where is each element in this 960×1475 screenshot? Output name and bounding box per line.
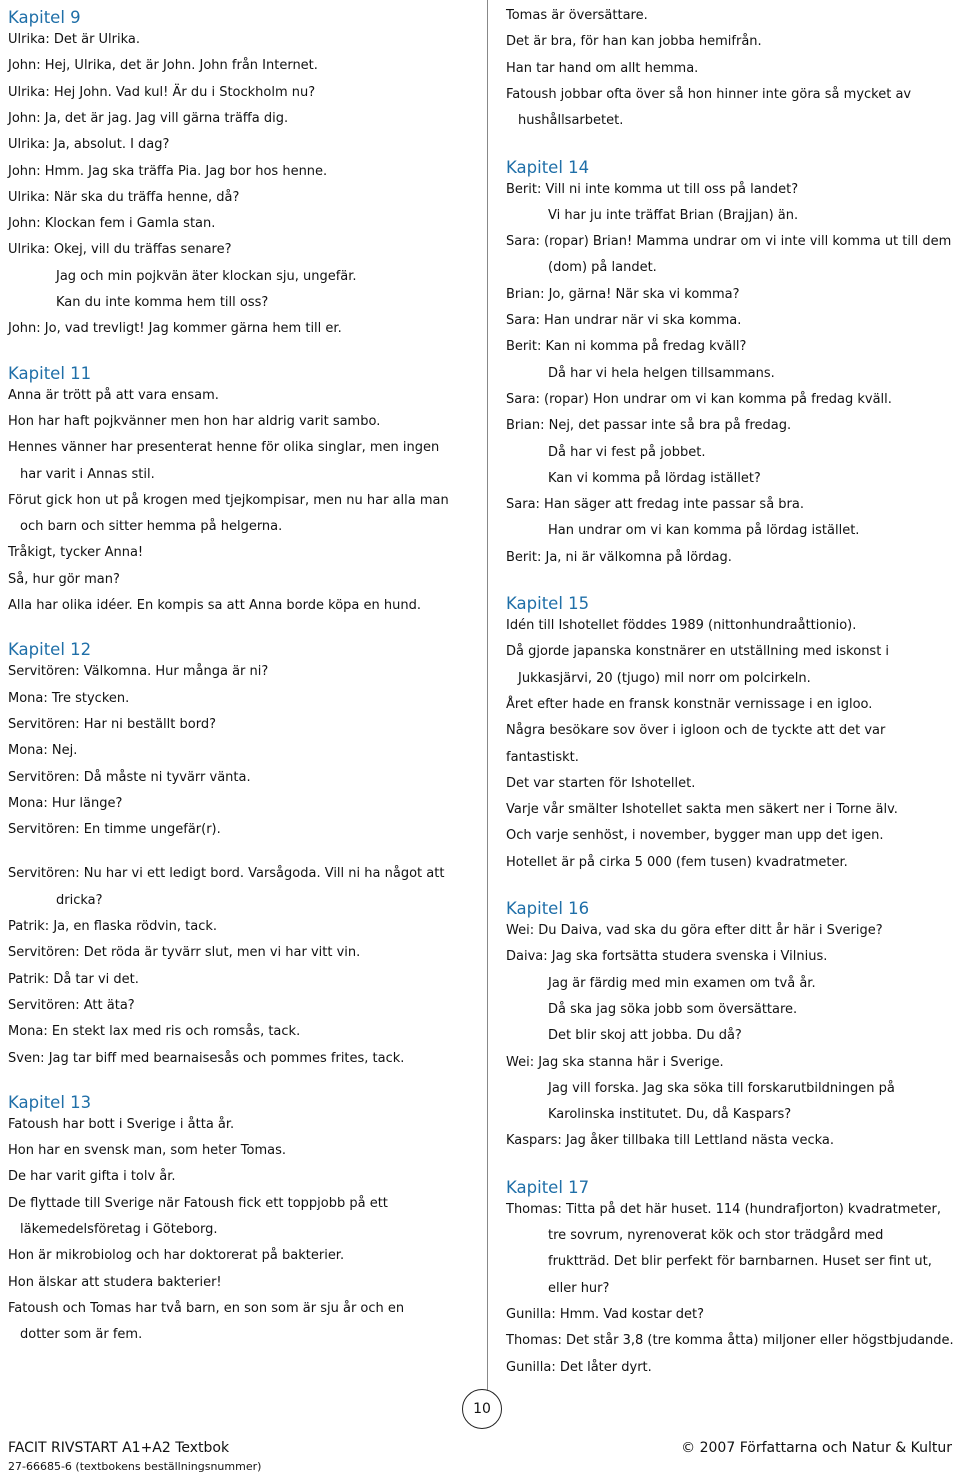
text-line: Patrik: Ja, en flaska rödvin, tack. xyxy=(8,919,218,934)
text-line: Han tar hand om allt hemma. xyxy=(506,60,699,76)
text-line: Berit: Vill ni inte komma ut till oss på landet? xyxy=(506,181,799,197)
text-line: Jag vill forska. Jag ska söka till forskarutbildningen på xyxy=(548,1080,895,1096)
text-line: Thomas: Det står 3,8 (tre komma åtta) miljoner eller högstbjudande. xyxy=(506,1333,954,1349)
text-line: John: Klockan fem i Gamla stan. xyxy=(8,216,216,232)
text-line: John: Hmm. Jag ska träffa Pia. Jag bor hos henne. xyxy=(8,163,328,179)
column-divider xyxy=(487,0,488,1392)
text-line: Tråkigt, tycker Anna! xyxy=(8,545,144,561)
text-line: John: Ja, det är jag. Jag vill gärna träffa dig. xyxy=(8,110,289,126)
text-line: De flyttade till Sverige när Fatoush fick ett toppjobb på ett xyxy=(8,1195,388,1211)
text-line: Jag är färdig med min examen om två år. xyxy=(548,975,816,991)
text-line: De har varit gifta i tolv år. xyxy=(8,1169,176,1185)
text-line: Då har vi fest på jobbet. xyxy=(548,444,706,460)
text-line: Servitören: Det röda är tyvärr slut, men vi har vitt vin. xyxy=(8,945,361,961)
text-line: Det blir skoj att jobba. Du då? xyxy=(548,1028,742,1044)
text-line: Ulrika: Ja, absolut. I dag? xyxy=(8,137,170,153)
text-line: Daiva: Jag ska fortsätta studera svenska i Vilnius. xyxy=(506,949,828,965)
text-line: Anna är trött på att vara ensam. xyxy=(8,387,219,403)
footer-title: FACIT RIVSTART A1+A2 Textbok xyxy=(8,1440,230,1456)
text-line: Då ska jag söka jobb som översättare. xyxy=(548,1001,798,1017)
text-line: Servitören: En timme ungefär(r). xyxy=(8,822,221,838)
text-line: Kaspars: Jag åker tillbaka till Lettland nästa vecka. xyxy=(506,1133,835,1149)
text-line: Ulrika: Hej John. Vad kul! Är du i Stockholm nu? xyxy=(8,84,316,100)
text-line: har varit i Annas stil. xyxy=(20,466,155,482)
text-line: Servitören: Då måste ni tyvärr vänta. xyxy=(8,769,251,785)
text-line: Då gjorde japanska konstnärer en utställning med iskonst i xyxy=(506,644,890,660)
text-line: Förut gick hon ut på krogen med tjejkompisar, men nu har alla man xyxy=(8,492,449,508)
text-line: Ulrika: Okej, vill du träffas senare? xyxy=(8,242,232,258)
chapter-heading: Kapitel 9 xyxy=(8,8,81,27)
text-line: Mona: En stekt lax med ris och romsås, tack. xyxy=(8,1024,301,1040)
chapter-heading: Kapitel 13 xyxy=(8,1092,92,1112)
text-line: Då har vi hela helgen tillsammans. xyxy=(548,365,775,381)
text-line: Berit: Kan ni komma på fredag kväll? xyxy=(506,339,747,355)
text-line: Wei: Jag ska stanna här i Sverige. xyxy=(506,1054,724,1070)
text-line: Hon är mikrobiolog och har doktorerat på bakterier. xyxy=(8,1248,345,1264)
text-line: Servitören: Har ni beställt bord? xyxy=(8,716,216,732)
text-line: Han undrar om vi kan komma på lördag istället. xyxy=(548,523,860,539)
text-line: Brian: Jo, gärna! När ska vi komma? xyxy=(506,286,740,302)
page-number: 10 xyxy=(462,1389,502,1429)
chapter-heading: Kapitel 16 xyxy=(506,899,590,918)
text-line: Ulrika: Det är Ulrika. xyxy=(8,32,141,47)
text-line: Jag och min pojkvän äter klockan sju, ungefär. xyxy=(56,268,357,284)
footer-copyright: © 2007 Författarna och Natur & Kultur xyxy=(681,1440,952,1456)
text-line: John: Hej, Ulrika, det är John. John från Internet. xyxy=(8,58,318,74)
text-line: fruktträd. Det blir perfekt för barnbarnen. Huset ser fint ut, xyxy=(548,1254,932,1270)
text-line: Ulrika: När ska du träffa henne, då? xyxy=(8,189,240,205)
text-line: fantastiskt. xyxy=(506,749,579,765)
text-line: Wei: Du Daiva, vad ska du göra efter ditt år här i Sverige? xyxy=(506,923,883,938)
text-line: John: Jo, vad trevligt! Jag kommer gärna hem till er. xyxy=(8,321,342,337)
text-line: Det är bra, för han kan jobba hemifrån. xyxy=(506,34,762,50)
text-line: Hon har en svensk man, som heter Tomas. xyxy=(8,1143,286,1159)
text-line: Kan vi komma på lördag istället? xyxy=(548,470,761,486)
text-line: dricka? xyxy=(56,892,103,908)
footer-order-number: 27-66685-6 (textbokens beställningsnummer) xyxy=(8,1460,262,1473)
text-line: Gunilla: Det låter dyrt. xyxy=(506,1359,652,1375)
text-line: Vi har ju inte träffat Brian (Brajjan) än. xyxy=(548,207,799,223)
text-line: och barn och sitter hemma på helgerna. xyxy=(20,519,283,535)
text-line: Året efter hade en fransk konstnär vernissage i en igloo. xyxy=(506,696,873,712)
text-line: Hennes vänner har presenterat henne för olika singlar, men ingen xyxy=(8,440,440,456)
text-line: Jukkasjärvi, 20 (tjugo) mil norr om polcirkeln. xyxy=(518,670,811,686)
text-line: Det var starten för Ishotellet. xyxy=(506,775,696,791)
text-line: Patrik: Då tar vi det. xyxy=(8,971,139,987)
text-line: Karolinska institutet. Du, då Kaspars? xyxy=(548,1107,792,1123)
text-line: tre sovrum, nyrenoverat kök och stor trädgård med xyxy=(548,1228,884,1243)
text-line: Och varje senhöst, i november, bygger man upp det igen. xyxy=(506,828,884,844)
text-line: Fatoush och Tomas har två barn, en son som är sju år och en xyxy=(8,1300,405,1316)
text-line: Sven: Jag tar biff med bearnaisesås och pommes frites, tack. xyxy=(8,1050,405,1066)
text-line: Varje vår smälter Ishotellet sakta men säkert ner i Torne älv. xyxy=(506,802,898,818)
text-line: eller hur? xyxy=(548,1280,610,1296)
text-line: Mona: Tre stycken. xyxy=(8,690,130,706)
text-line: Berit: Ja, ni är välkomna på lördag. xyxy=(506,549,732,565)
text-line: Sara: (ropar) Hon undrar om vi kan komma på fredag kväll. xyxy=(506,391,892,407)
chapter-heading: Kapitel 11 xyxy=(8,363,92,383)
text-line: Servitören: Nu har vi ett ledigt bord. Varsågoda. Vill ni ha något att xyxy=(8,866,445,882)
text-line: Fatoush har bott i Sverige i åtta år. xyxy=(8,1116,235,1132)
text-line: (dom) på landet. xyxy=(548,260,657,276)
text-line: Servitören: Att äta? xyxy=(8,997,135,1013)
text-line: Kan du inte komma hem till oss? xyxy=(56,295,269,310)
text-line: Hotellet är på cirka 5 000 (fem tusen) kvadratmeter. xyxy=(506,854,848,870)
text-line: Hon älskar att studera bakterier! xyxy=(8,1274,222,1290)
text-line: Mona: Hur länge? xyxy=(8,795,123,811)
text-line: hushållsarbetet. xyxy=(518,113,624,129)
text-line: Fatoush jobbar ofta över så hon hinner inte göra så mycket av xyxy=(506,86,912,102)
text-line: Idén till Ishotellet föddes 1989 (nittonhundraåttionio). xyxy=(506,618,857,633)
text-line: Alla har olika idéer. En kompis sa att Anna borde köpa en hund. xyxy=(8,598,421,613)
text-line: Några besökare sov över i igloon och de tyckte att det var xyxy=(506,723,886,739)
text-line: Sara: (ropar) Brian! Mamma undrar om vi inte vill komma ut till dem xyxy=(506,234,952,250)
chapter-heading: Kapitel 17 xyxy=(506,1177,590,1197)
text-line: Gunilla: Hmm. Vad kostar det? xyxy=(506,1306,705,1322)
text-line: Sara: Han undrar när vi ska komma. xyxy=(506,313,742,328)
text-line: Hon har haft pojkvänner men hon har aldrig varit sambo. xyxy=(8,413,381,429)
text-line: dotter som är fem. xyxy=(20,1327,143,1343)
text-line: Mona: Nej. xyxy=(8,743,78,759)
chapter-heading: Kapitel 14 xyxy=(506,157,590,177)
text-line: Servitören: Välkomna. Hur många är ni? xyxy=(8,664,269,680)
text-line: Sara: Han säger att fredag inte passar så bra. xyxy=(506,497,805,513)
text-line: Thomas: Titta på det här huset. 114 (hundrafjorton) kvadratmeter, xyxy=(506,1201,941,1217)
chapter-heading: Kapitel 12 xyxy=(8,640,92,660)
text-line: Tomas är översättare. xyxy=(506,8,648,23)
text-line: Brian: Nej, det passar inte så bra på fredag. xyxy=(506,418,792,434)
text-line: Så, hur gör man? xyxy=(8,571,120,587)
text-line: läkemedelsföretag i Göteborg. xyxy=(20,1222,218,1237)
chapter-heading: Kapitel 15 xyxy=(506,594,590,613)
